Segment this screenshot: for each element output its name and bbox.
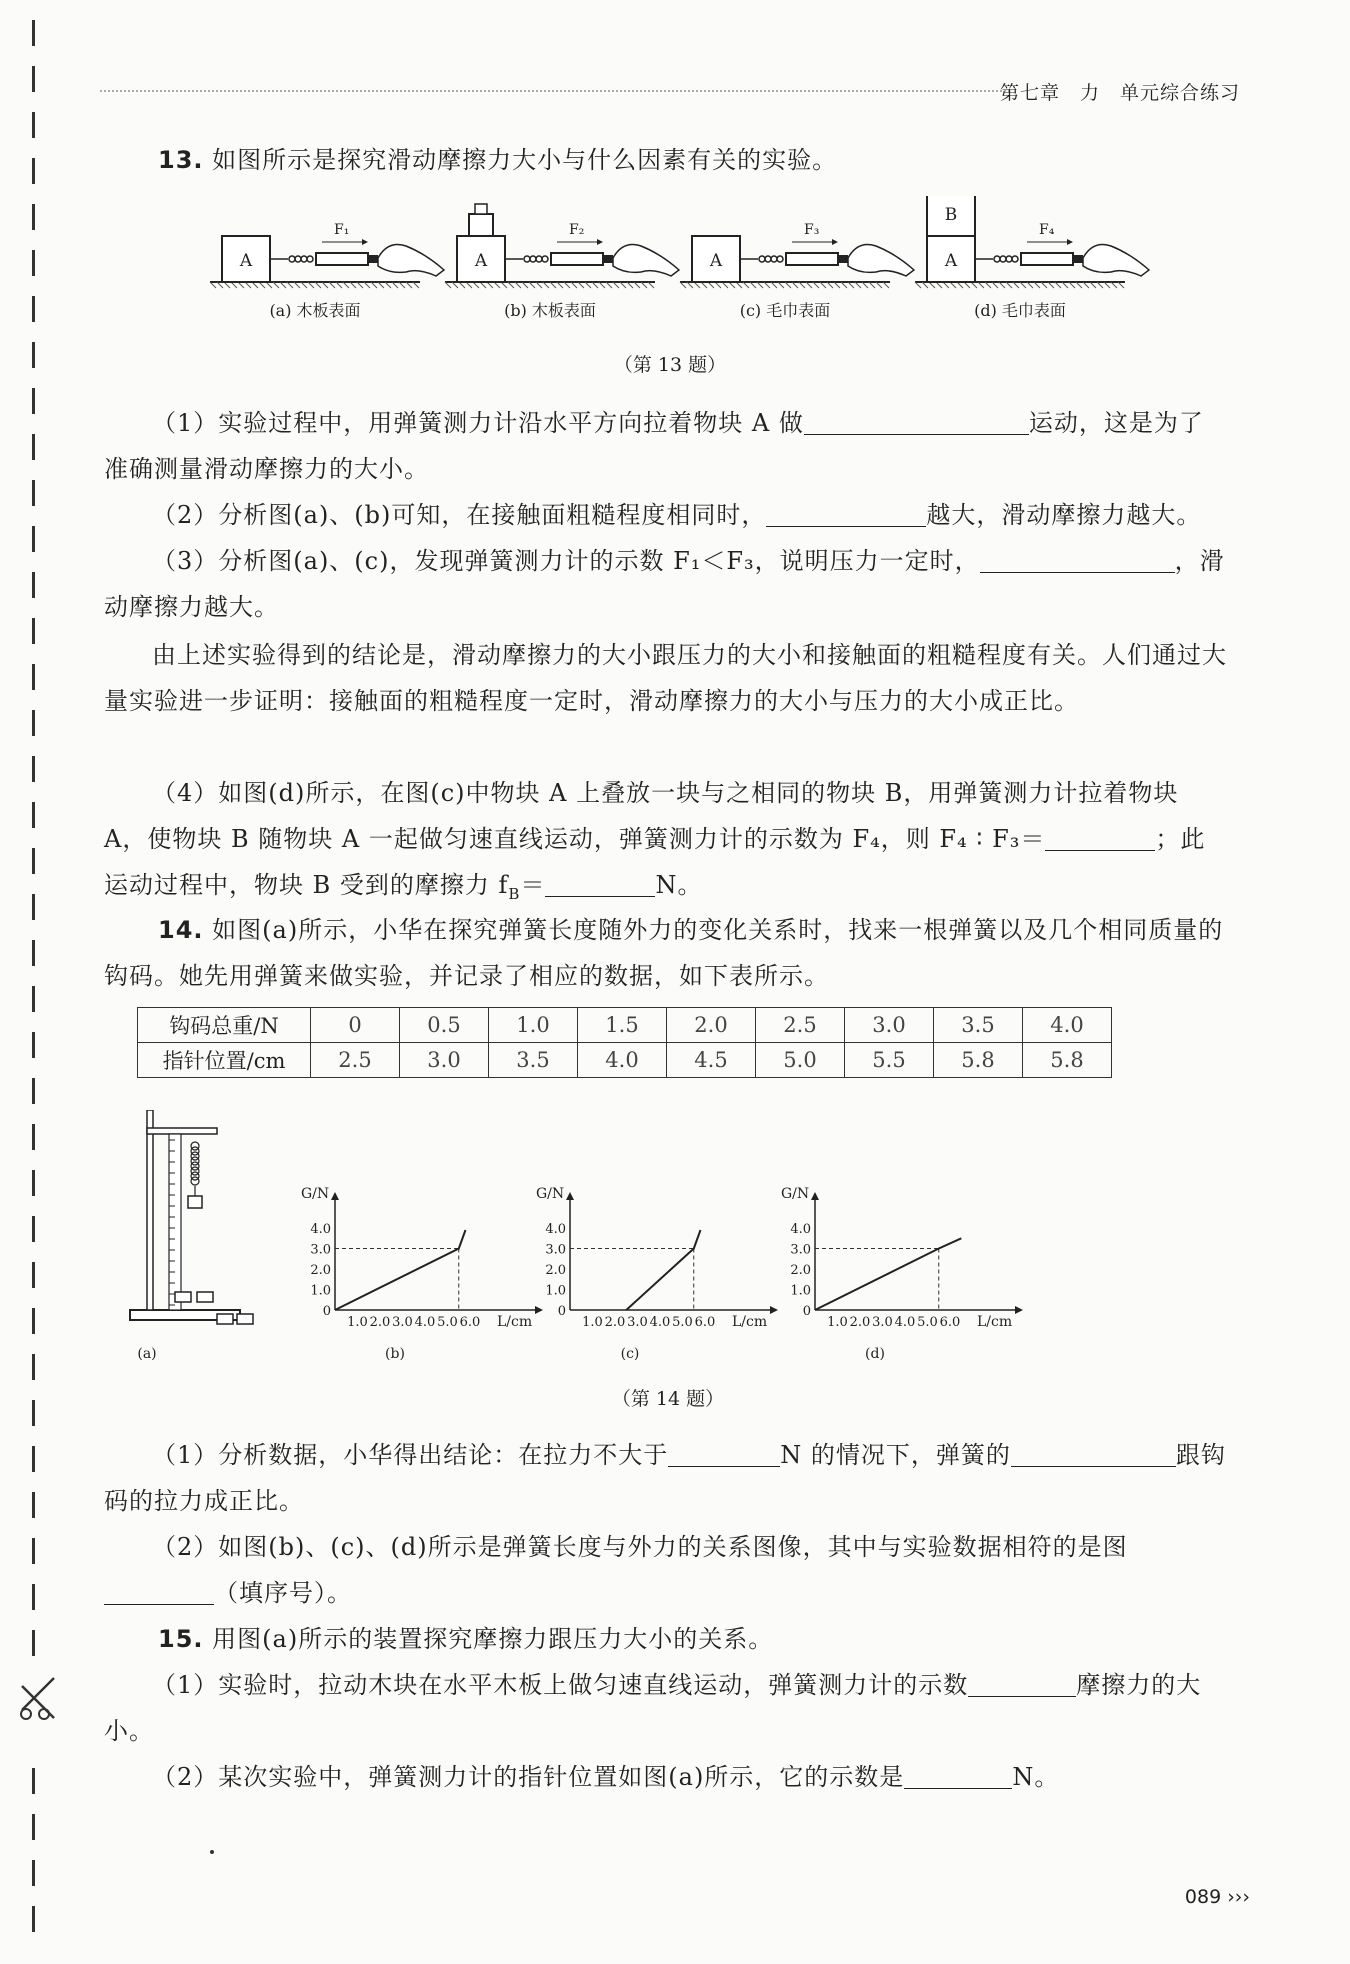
block-b-label: B [944,205,958,225]
setup-caption: (d) 毛巾表面 [974,301,1066,320]
y-tick: 1.0 [545,1283,566,1299]
table-cell: 3.0 [845,1008,934,1043]
cut-dash [32,664,35,690]
block-a-label: A [474,251,488,271]
cut-dash [32,20,35,46]
setup-3 [915,196,1149,320]
block-a-label: A [944,251,958,271]
cut-dash [32,756,35,782]
arrow-head [1067,239,1073,245]
block-a-label: A [709,251,723,271]
meter-end [1073,255,1083,263]
header-rule [100,90,1010,92]
spring-coil [289,256,295,262]
table-row-header: 指针位置/cm [138,1043,311,1078]
y-tick: 2.0 [790,1263,811,1278]
setup-caption: (b) 木板表面 [504,301,596,320]
cut-dash [32,1354,35,1380]
y-tick: 4.0 [545,1222,566,1237]
table-cell: 4.5 [667,1043,756,1078]
x-tick: 4.0 [894,1315,916,1330]
cut-dash [32,1170,35,1196]
x-tick: 6.0 [694,1315,716,1330]
question-text: 如图所示是探究滑动摩擦力大小与什么因素有关的实验。 [212,146,838,174]
cut-dash [32,204,35,230]
running-header [100,78,1240,108]
force-meter [316,253,368,265]
y-arrow [331,1192,339,1200]
answer-blank[interactable] [804,408,1029,435]
hand-icon [848,245,914,277]
cut-dash [32,480,35,506]
x-tick: 1.0 [827,1315,848,1330]
graph-b [301,1186,543,1360]
cut-dash [32,1078,35,1104]
answer-blank[interactable] [766,500,926,527]
y-tick: 1.0 [790,1283,811,1299]
q13-stem [158,137,1228,183]
y-tick: 4.0 [790,1222,811,1237]
cut-dash [32,1630,35,1656]
x-tick: 4.0 [414,1315,436,1330]
x-tick: 3.0 [872,1315,893,1330]
table-cell: 3.5 [934,1008,1023,1043]
q13-part4: （4）如图(d)所示，在图(c)中物块 A 上叠放一块与之相同的物块 B，用弹簧测力计拉着物块 A，使物块 B 随物块 A 一起做匀速直线运动，弹簧测力计的示数为 F₄，则 F₄ ∶ F₃＝ ；此运动过程中，物块 B 受到的摩擦力 $f_B= N$。 [104,779,1206,903]
setup-caption: (c) 毛巾表面 [739,301,831,320]
x-arrow [535,1306,543,1314]
q13-part1: （1）实验过程中，用弹簧测力计沿水平方向拉着物块 A 做 运动，这是为了准确测量滑动摩擦力的大小。 [104,409,1204,483]
cut-dash [32,388,35,414]
cut-dash [32,1906,35,1932]
table-cell: 2.5 [756,1008,845,1043]
spring-coil [1000,256,1006,262]
spring-coil [191,1177,199,1185]
graph-d [781,1186,1023,1360]
x-label: L/cm [977,1314,1013,1330]
x-arrow [770,1306,778,1314]
x-arrow [1015,1306,1023,1314]
y-tick: 2.0 [545,1263,566,1278]
setup-caption: (a) 木板表面 [269,301,361,320]
arrow-head [597,239,603,245]
meter-end [838,255,848,263]
chapter-title: 第七章 力 单元综合练习 [999,82,1240,104]
force-meter [1021,253,1073,265]
series-line [626,1230,700,1310]
series-line [815,1238,961,1310]
weight-knob [475,204,487,214]
hook-weight [237,1314,253,1324]
answer-blank[interactable] [104,1578,214,1605]
table-cell: 5.8 [1023,1043,1112,1078]
table-cell: 3.0 [400,1043,489,1078]
force-label: F₃ [804,222,820,238]
x-tick: 1.0 [347,1315,368,1330]
y-arrow [811,1192,819,1200]
hook-weight [175,1292,191,1302]
x-tick: 6.0 [939,1315,961,1330]
cut-dash [32,1860,35,1886]
cut-dash [32,986,35,1012]
setup-2 [680,222,914,320]
q15-part2: （2）某次实验中，弹簧测力计的指针位置如图(a)所示，它的示数是 N。 [152,1763,1060,1791]
question-text: 如图(a)所示，小华在探究弹簧长度随外力的变化关系时，找来一根弹簧以及几个相同质量的钩码。她先用弹簧来做实验，并记录了相应的数据，如下表所示。 [104,916,1224,990]
table-cell: 4.0 [1023,1008,1112,1043]
table-cell: 5.0 [756,1043,845,1078]
x-tick: 2.0 [604,1315,626,1330]
y-tick: 0 [802,1304,811,1319]
hand-icon [1083,245,1149,277]
x-tick: 5.0 [917,1315,938,1330]
cut-dash [32,894,35,920]
table-cell: 2.0 [667,1008,756,1043]
cut-dash [32,1216,35,1242]
setup-0 [210,222,444,320]
answer-blank[interactable] [1045,824,1155,851]
cut-dash [32,1446,35,1472]
x-label: L/cm [497,1314,533,1330]
q14-part2: （2）如图(b)、(c)、(d)所示是弹簧长度与外力的关系图像，其中与实验数据相符的是图（填序号）。 [104,1524,1228,1616]
x-tick: 6.0 [459,1315,481,1330]
page-number: 089 ››› [1184,1886,1250,1908]
graph-c [536,1186,778,1360]
cut-dash [32,66,35,92]
force-meter [551,253,603,265]
q14-figure-label: （第 14 题） [611,1388,725,1410]
weight [469,214,493,236]
q13-figure [200,196,1180,326]
spring-coil [530,256,536,262]
q14-stem [104,907,1228,999]
dot [210,1850,214,1854]
x-tick: 5.0 [672,1315,693,1330]
cut-dash [32,940,35,966]
spring-coil [301,256,307,262]
y-tick: 1.0 [310,1283,331,1299]
cut-dash [32,1538,35,1564]
cut-dash [32,618,35,644]
y-tick: 4.0 [310,1222,331,1237]
answer-blank[interactable] [968,1670,1076,1697]
spring-coil [765,256,771,262]
y-tick: 2.0 [310,1263,331,1278]
cut-dash [32,158,35,184]
cut-dash [32,250,35,276]
cut-dash [32,1032,35,1058]
hand-icon [613,245,679,277]
y-tick: 3.0 [545,1242,566,1258]
cut-dash [32,848,35,874]
spring-coil [524,256,530,262]
spring-coil [536,256,542,262]
apparatus [130,1110,253,1360]
table-row-header: 钩码总重/N [138,1008,311,1043]
spring-coil [307,256,313,262]
q13-figure-label: （第 13 题） [613,354,727,376]
arrow-head [832,239,838,245]
question-text: 用图(a)所示的装置探究摩擦力跟压力大小的关系。 [212,1625,774,1653]
y-tick: 3.0 [310,1242,331,1258]
spring-coil [295,256,301,262]
table-cell: 1.0 [489,1008,578,1043]
table-cell: 5.5 [845,1043,934,1078]
hook-weight [217,1314,233,1324]
graph-caption: (c) [620,1346,640,1360]
q15-stem [104,1616,1228,1662]
force-meter [786,253,838,265]
cut-dash [32,1768,35,1794]
force-label: F₁ [334,222,350,238]
block-a-label: A [239,251,253,271]
meter-end [368,255,378,263]
cut-dash [32,1262,35,1288]
data-table [137,1007,1112,1078]
question-number: 14. [158,916,204,944]
cut-dash [32,1308,35,1334]
y-tick: 3.0 [790,1242,811,1258]
spring-coil [777,256,783,262]
graph-caption: (b) [385,1346,405,1360]
x-tick: 2.0 [369,1315,391,1330]
spring-coil [1012,256,1018,262]
x-tick: 3.0 [392,1315,413,1330]
cut-dash [32,1124,35,1150]
table-cell: 2.5 [311,1043,400,1078]
hook-weight [188,1196,202,1208]
spring-coil [771,256,777,262]
series-line [335,1230,466,1310]
cut-dash [32,1584,35,1610]
cut-line [30,20,36,1950]
cut-dash [32,1492,35,1518]
cut-dash [32,572,35,598]
x-tick: 3.0 [627,1315,648,1330]
cut-dash [32,1400,35,1426]
q13-conclusion: 由上述实验得到的结论是，滑动摩擦力的大小跟压力的大小和接触面的粗糙程度有关。人们通过大量实验进一步证明：接触面的粗糙程度一定时，滑动摩擦力的大小与压力的大小成正比。 [104,641,1227,715]
y-label: G/N [536,1186,565,1202]
x-tick: 5.0 [437,1315,458,1330]
cut-dash [32,342,35,368]
spring-coil [1006,256,1012,262]
q13-part3: （3）分析图(a)、(c)，发现弹簧测力计的示数 F₁＜F₃，说明压力一定时， ，滑动摩擦力越大。 [104,547,1225,621]
table-cell: 0 [311,1008,400,1043]
answer-blank[interactable] [904,1762,1012,1789]
cut-dash [32,296,35,322]
y-label: G/N [781,1186,810,1202]
question-number: 13. [158,146,204,174]
cut-dash [32,112,35,138]
cut-dash [32,1814,35,1840]
scissors-icon [14,1672,62,1722]
cut-dash [32,710,35,736]
table-cell: 1.5 [578,1008,667,1043]
meter-end [603,255,613,263]
cut-dash [32,434,35,460]
spring-coil [759,256,765,262]
q13-part2: （2）分析图(a)、(b)可知，在接触面粗糙程度相同时， 越大，滑动摩擦力越大。 [152,501,1202,529]
arrow-head [362,239,368,245]
clamp-arm [147,1128,217,1134]
y-arrow [566,1192,574,1200]
graph-caption: (d) [865,1346,885,1360]
cut-dash [32,802,35,828]
ruler [169,1134,181,1310]
table-cell: 3.5 [489,1043,578,1078]
table-cell: 0.5 [400,1008,489,1043]
answer-blank[interactable] [1011,1440,1176,1467]
x-tick: 4.0 [649,1315,671,1330]
answer-blank[interactable] [668,1440,780,1467]
table-cell: 5.8 [934,1043,1023,1078]
q15-part1: （1）实验时，拉动木块在水平木板上做匀速直线运动，弹簧测力计的示数 摩擦力的大小。 [104,1671,1202,1745]
question-number: 15. [158,1625,204,1653]
spring-coil [994,256,1000,262]
table-cell: 4.0 [578,1043,667,1078]
answer-blank[interactable] [980,546,1175,573]
stand-rod [147,1110,153,1310]
graph-caption: (a) [137,1346,157,1360]
cut-dash [32,526,35,552]
hand-icon [378,245,444,277]
spring-coil [542,256,548,262]
answer-blank[interactable] [545,870,655,897]
y-tick: 0 [557,1304,566,1319]
setup-1 [445,204,679,320]
x-label: L/cm [732,1314,768,1330]
x-tick: 1.0 [582,1315,603,1330]
y-label: G/N [301,1186,330,1202]
q14-figure [120,1110,1230,1360]
q14-part1: （1）分析数据，小华得出结论：在拉力不大于 N 的情况下，弹簧的 跟钩码的拉力成正比。 [104,1441,1226,1515]
x-tick: 2.0 [849,1315,871,1330]
hook-weight [197,1292,213,1302]
force-label: F₄ [1039,222,1055,238]
y-tick: 0 [322,1304,331,1319]
force-label: F₂ [569,222,585,238]
